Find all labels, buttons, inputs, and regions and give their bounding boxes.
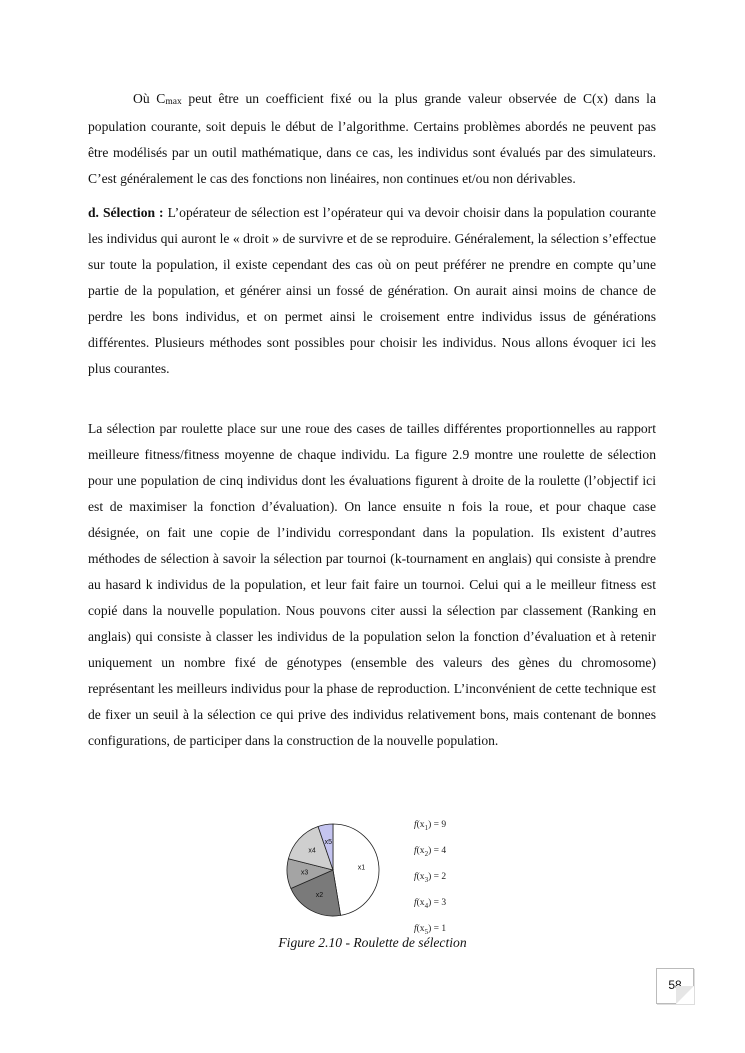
pie-label-x5: x5	[324, 838, 333, 846]
page-fold-corner	[676, 986, 694, 1004]
pie-slice-x1	[333, 824, 379, 915]
para1-text: peut être un coefficient fixé ou la plus grande valeur observée de C(x) dans la population courante, soit depuis le début de l’algorithme. Certains problèmes abordés ne peuvent pas être modélisés par un outil mathématique, dans ce cas, les individus sont évalués par des simulateurs. C’est généralement le cas des fonctions non linéaires, non continues et/ou non dérivables.	[88, 91, 656, 186]
fitness-item-5: $f(x_5) = 1$	[414, 923, 447, 936]
fitness-item-1: $f(x_1) = 9$	[414, 820, 447, 832]
page-body	[88, 86, 656, 754]
fitness-item-4: $f(x_4) = 3$	[414, 897, 447, 910]
para1-prefix: Où C	[133, 91, 166, 106]
fitness-item-2: $f(x_2) = 4$	[414, 845, 447, 858]
pie-label-x4: x4	[308, 847, 316, 855]
cmax-subscript: max	[165, 97, 182, 107]
fitness-legend	[414, 814, 446, 943]
page-number-box	[656, 968, 694, 1004]
paragraph-roulette	[88, 416, 656, 754]
pie-label-x3: x3	[300, 869, 309, 877]
paragraph-cmax	[88, 86, 656, 192]
roulette-pie-chart	[270, 812, 480, 932]
fitness-item-3: $f(x_3) = 2$	[414, 871, 447, 884]
page-number: 58	[668, 978, 682, 992]
paragraph-selection	[88, 200, 656, 382]
pie-label-x2: x2	[315, 892, 324, 900]
pie-label-x1: x1	[357, 864, 366, 872]
section-heading: d. Sélection :	[88, 205, 164, 220]
para3-text: La sélection par roulette place sur une roue des cases de tailles différentes proportionnelles au rapport meilleure fitness/fitness moyenne de chaque individu. La figure 2.9 montre une roulette de sélection pour une population de cinq individus dont les évaluations figurent à droite de la roulette (l’objectif ici est de maximiser la fonction d’évaluation). On lance ensuite n fois la roue, et pour chaque case désignée, on fait une copie de l’individu correspondant dans la population. Ils existent d’autres méthodes de sélection à savoir la sélection par tournoi (k-tournament en anglais) qui consiste à prendre au hasard k individus de la population, et leur fait faire un tournoi. Celui qui a le meilleur fitness est copié dans la nouvelle population. Nous pouvons citer aussi la sélection par classement (Ranking en anglais) qui consiste à classer les individus de la population selon la fonction d’évaluation et à retenir uniquement un nombre fixé de génotypes (ensemble des valeurs des gènes du chromosome) représentant les meilleurs individus pour la phase de reproduction. L’inconvénient de cette technique est de fixer un seuil à la sélection ce qui prive des individus relativement bons, mais contenant de bonnes configurations, de participer dans la construction de la nouvelle population.	[88, 421, 656, 748]
figure-caption: Figure 2.10 - Roulette de sélection	[278, 935, 467, 950]
para2-text: L’opérateur de sélection est l’opérateur qui va devoir choisir dans la population courante les individus qui auront le « droit » de survivre et de se reproduire. Généralement, la sélection s’effectue sur toute la population, il existe cependant des cas où on peut préférer ne prendre en compte qu’une partie de la population, et générer ainsi un fossé de génération. On aurait ainsi moins de chance de perdre les bons individus, et on permet ainsi le croisement entre individus issus de générations différentes. Plusieurs méthodes sont possibles pour choisir les individus. Nous allons évoquer ici les plus courantes.	[88, 205, 656, 376]
